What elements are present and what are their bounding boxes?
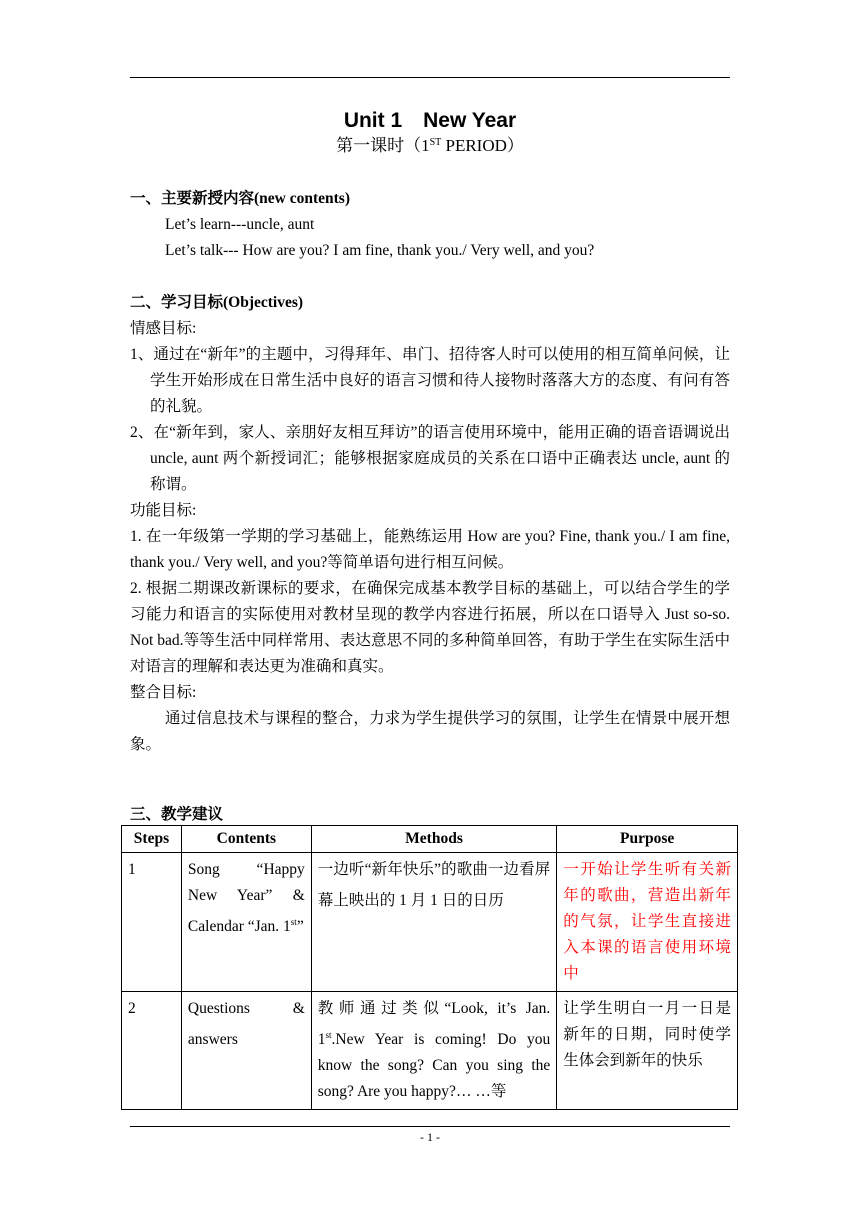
- table-row: [122, 853, 738, 992]
- functional-objective-2: 2. 根据二期课改新课标的要求，在确保完成基本教学目标的基础上，可以结合学生的学习能力和语言的实际使用对教材呈现的教学内容进行拓展，所以在口语导入 Just so-so. Not bad.等等生活中同样常用、表达意思不同的多种简单回答，有助于学生在实际生活中对语言的理解和表达更为准确和真实。: [130, 580, 730, 675]
- section2-heading: 二、学习目标(Objectives): [130, 294, 304, 311]
- page-number: - 1 -: [420, 1130, 440, 1144]
- new-content-line-2: Let’s talk--- How are you? I am fine, thank you./ Very well, and you?: [165, 242, 595, 259]
- column-header-contents: Contents: [181, 826, 311, 853]
- section1-heading: 一、主要新授内容(new contents): [130, 190, 350, 207]
- methods-cell: 一边听“新年快乐”的歌曲一边看屏幕上映出的 1 月 1 日的日历: [311, 853, 557, 992]
- document-subtitle: [0, 131, 860, 156]
- integration-objective-text: 通过信息技术与课程的整合，力求为学生提供学习的氛围，让学生在情景中展开想象。: [130, 710, 730, 753]
- emotional-objective-1: 1、通过在“新年”的主题中，习得拜年、串门、招待客人时可以使用的相互简单问候，让学生开始形成在日常生活中良好的语言习惯和待人接物时落落大方的态度、有问有答的礼貌。: [130, 346, 730, 415]
- emotional-objectives-label: 情感目标:: [130, 320, 197, 337]
- functional-objectives-label: 功能目标:: [130, 502, 197, 519]
- contents-cell: Song “Happy New Year” & Calendar “Jan. 1st”: [181, 853, 311, 992]
- purpose-cell: 一开始让学生听有关新年的歌曲，营造出新年的气氛，让学生直接进入本课的语言使用环境中: [557, 853, 738, 992]
- step-cell: 1: [122, 853, 182, 992]
- teaching-plan-table: [121, 825, 738, 1110]
- subtitle-superscript: ST: [429, 137, 442, 148]
- purpose-cell: 让学生明白一月一日是新年的日期，同时使学生体会到新年的快乐: [557, 992, 738, 1110]
- footer-rule: [130, 1126, 730, 1127]
- column-header-methods: Methods: [311, 826, 557, 853]
- integration-objectives-label: 整合目标:: [130, 684, 197, 701]
- emotional-objective-2: 2、在“新年到，家人、亲朋好友相互拜访”的语言使用环境中，能用正确的语音语调说出 uncle, aunt 两个新授词汇；能够根据家庭成员的关系在口语中正确表达 uncle, aunt 的称谓。: [130, 424, 730, 493]
- section3-heading: 三、教学建议: [130, 806, 224, 823]
- document-title: Unit 1 New Year: [343, 109, 517, 132]
- methods-cell: 教师通过类似“Look, it’s Jan. 1st.New Year is coming! Do you know the song? Can you sing the song? Are you happy?… …等: [311, 992, 557, 1110]
- column-header-steps: Steps: [122, 826, 182, 853]
- table-header-row: [122, 826, 738, 853]
- header-rule: [130, 77, 730, 78]
- step-cell: 2: [122, 992, 182, 1110]
- contents-cell: Questions & answers: [181, 992, 311, 1110]
- document-body: [130, 186, 730, 758]
- table-row: [122, 992, 738, 1110]
- subtitle-suffix: PERIOD）: [441, 136, 524, 155]
- column-header-purpose: Purpose: [557, 826, 738, 853]
- functional-objective-1: 1. 在一年级第一学期的学习基础上，能熟练运用 How are you? Fine, thank you./ I am fine, thank you./ Very well, and you?等简单语句进行相互问候。: [130, 528, 730, 571]
- subtitle-prefix: 第一课时（1: [336, 136, 430, 155]
- new-content-line-1: Let’s learn---uncle, aunt: [165, 216, 315, 233]
